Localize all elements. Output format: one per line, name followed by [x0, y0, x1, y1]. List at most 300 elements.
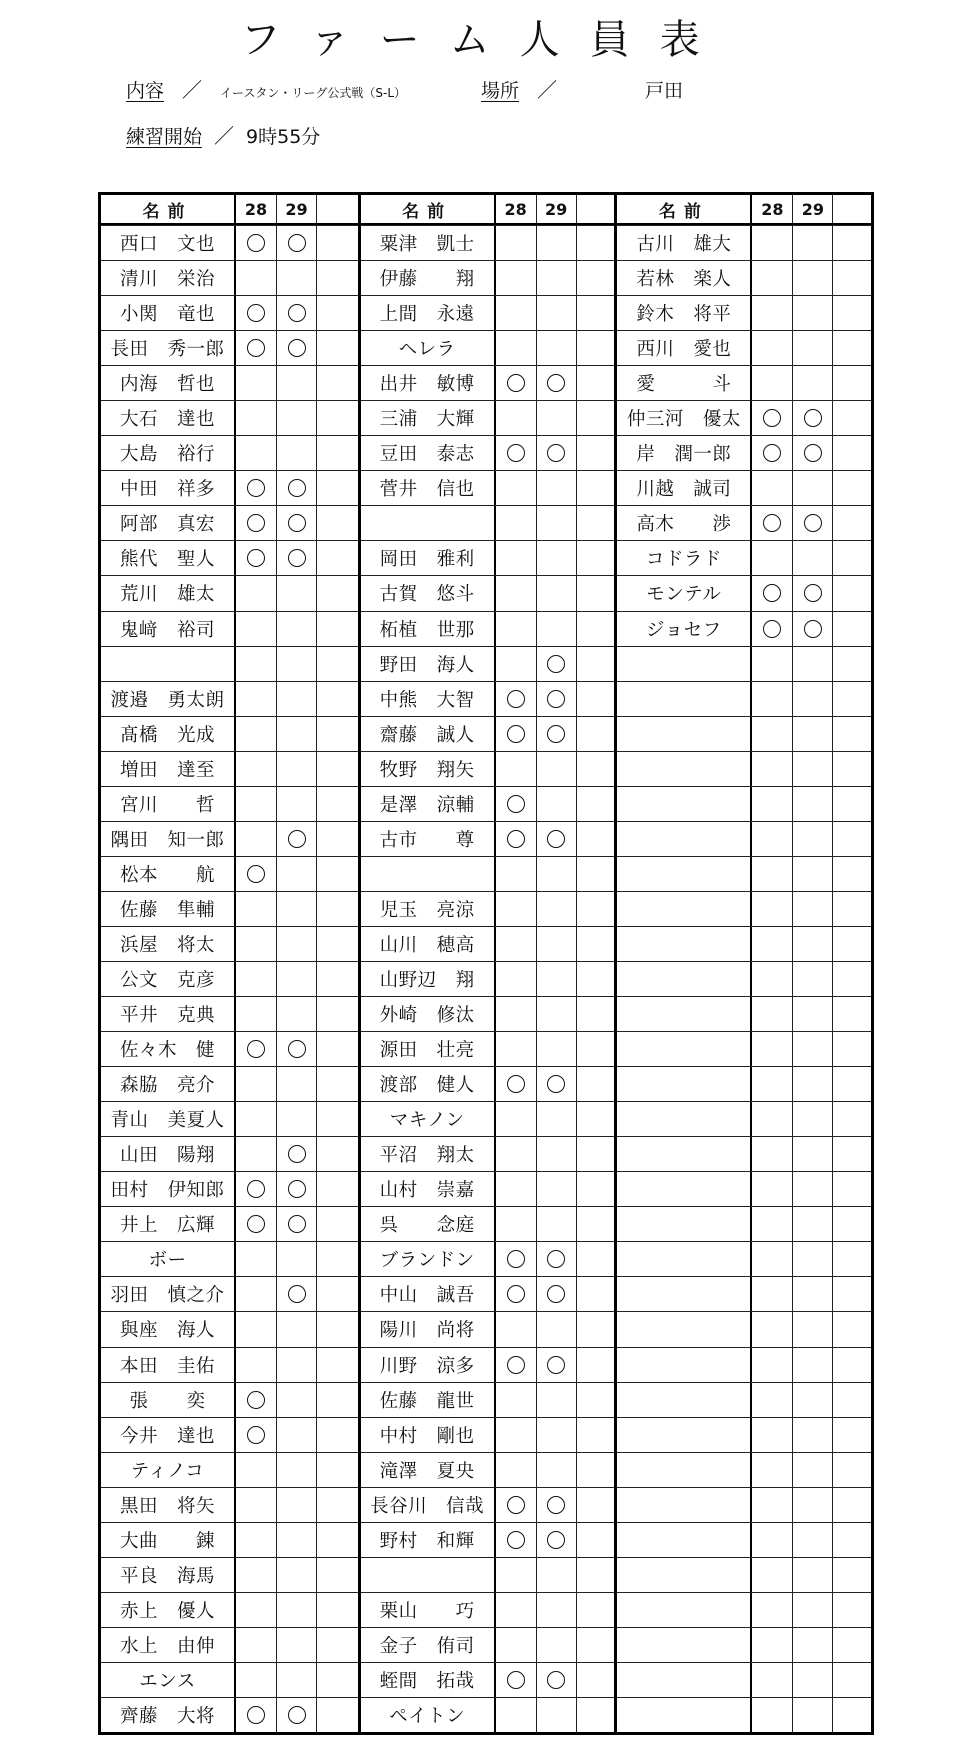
attendance-cell-28	[496, 1628, 536, 1662]
table-row	[361, 751, 615, 786]
attendance-cell-29	[536, 401, 576, 435]
table-row	[101, 786, 358, 821]
table-row	[361, 1522, 615, 1557]
table-row	[361, 681, 615, 716]
attendance-cell-28	[236, 682, 276, 716]
attendance-cell-28	[236, 647, 276, 681]
attendance-cell-28	[752, 401, 792, 435]
blank-cell	[832, 892, 871, 926]
attendance-cell-29	[536, 962, 576, 996]
attendance-cell-29	[792, 1698, 832, 1732]
attendance-cell-29	[536, 1488, 576, 1522]
player-name	[617, 1102, 752, 1136]
attendance-cell-28	[752, 226, 792, 260]
player-name: 熊代 聖人	[101, 541, 236, 575]
attendance-cell-29	[276, 1558, 316, 1592]
table-row	[361, 996, 615, 1031]
attendance-cell-29	[276, 927, 316, 961]
player-name	[361, 1558, 496, 1592]
attendance-circle-mark	[288, 479, 306, 497]
blank-cell	[576, 1628, 615, 1662]
roster-column-1	[101, 195, 358, 1732]
attendance-circle-mark	[507, 374, 525, 392]
player-name: 山川 穂高	[361, 927, 496, 961]
attendance-cell-28	[752, 436, 792, 470]
attendance-cell-28	[496, 1698, 536, 1732]
player-name: ペイトン	[361, 1698, 496, 1732]
attendance-cell-28	[752, 1172, 792, 1206]
attendance-cell-29	[536, 717, 576, 751]
attendance-cell-29	[536, 1172, 576, 1206]
attendance-cell-29	[792, 1418, 832, 1452]
attendance-cell-29	[276, 401, 316, 435]
attendance-cell-29	[792, 1663, 832, 1697]
attendance-cell-29	[792, 401, 832, 435]
blank-cell	[316, 1698, 358, 1732]
attendance-cell-29	[536, 1698, 576, 1732]
blank-cell	[316, 682, 358, 716]
blank-cell	[576, 471, 615, 505]
table-row	[361, 470, 615, 505]
player-name: 呉 念庭	[361, 1207, 496, 1241]
attendance-cell-29	[792, 1137, 832, 1171]
attendance-cell-28	[236, 1418, 276, 1452]
table-row	[101, 225, 358, 260]
player-name	[617, 1277, 752, 1311]
player-name: 粟津 凱士	[361, 226, 496, 260]
attendance-cell-28	[496, 261, 536, 295]
header-row	[101, 195, 358, 225]
attendance-cell-29	[536, 1418, 576, 1452]
player-name	[617, 1207, 752, 1241]
attendance-cell-28	[236, 1488, 276, 1522]
table-row	[361, 1697, 615, 1732]
attendance-cell-28	[236, 1593, 276, 1627]
player-name: 清川 栄治	[101, 261, 236, 295]
blank-cell	[316, 962, 358, 996]
attendance-cell-28	[752, 822, 792, 856]
table-row	[101, 1627, 358, 1662]
blank-cell	[576, 1488, 615, 1522]
attendance-cell-29	[276, 366, 316, 400]
blank-cell	[316, 1488, 358, 1522]
attendance-cell-28	[236, 226, 276, 260]
attendance-cell-29	[536, 1523, 576, 1557]
attendance-cell-28	[752, 1242, 792, 1276]
attendance-cell-29	[276, 1418, 316, 1452]
table-row	[101, 365, 358, 400]
attendance-cell-29	[276, 962, 316, 996]
attendance-cell-29	[276, 1207, 316, 1241]
player-name: ティノコ	[101, 1453, 236, 1487]
attendance-circle-mark	[547, 444, 565, 462]
blank-cell	[576, 1348, 615, 1382]
table-row	[617, 1697, 871, 1732]
player-name	[617, 682, 752, 716]
attendance-cell-29	[276, 717, 316, 751]
attendance-cell-28	[236, 717, 276, 751]
attendance-cell-29	[792, 261, 832, 295]
attendance-cell-28	[752, 261, 792, 295]
table-row	[617, 1136, 871, 1171]
player-name: 中田 祥多	[101, 471, 236, 505]
attendance-circle-mark	[247, 479, 265, 497]
attendance-cell-28	[752, 857, 792, 891]
player-name	[617, 1628, 752, 1662]
attendance-cell-28	[496, 1383, 536, 1417]
attendance-cell-28	[496, 1137, 536, 1171]
attendance-cell-29	[792, 1628, 832, 1662]
attendance-circle-mark	[547, 1285, 565, 1303]
player-name	[101, 647, 236, 681]
attendance-cell-29	[536, 541, 576, 575]
header-row	[617, 195, 871, 225]
player-name: 大石 達也	[101, 401, 236, 435]
attendance-cell-29	[792, 1032, 832, 1066]
separator: ／	[537, 78, 558, 102]
blank-cell	[316, 1137, 358, 1171]
attendance-cell-28	[496, 541, 536, 575]
table-row	[617, 1452, 871, 1487]
attendance-cell-29	[276, 471, 316, 505]
attendance-cell-29	[536, 1348, 576, 1382]
table-row	[101, 926, 358, 961]
attendance-cell-29	[536, 997, 576, 1031]
player-name: 滝澤 夏央	[361, 1453, 496, 1487]
blank-cell	[576, 787, 615, 821]
attendance-circle-mark	[507, 795, 525, 813]
attendance-cell-29	[536, 1453, 576, 1487]
attendance-cell-29	[276, 331, 316, 365]
blank-header	[832, 195, 871, 223]
blank-cell	[316, 576, 358, 610]
blank-header	[316, 195, 358, 223]
attendance-circle-mark	[288, 1040, 306, 1058]
attendance-circle-mark	[507, 1250, 525, 1268]
attendance-cell-29	[276, 1277, 316, 1311]
player-name: 與座 海人	[101, 1312, 236, 1346]
attendance-cell-28	[496, 962, 536, 996]
blank-cell	[316, 857, 358, 891]
table-row	[101, 1522, 358, 1557]
blank-cell	[576, 1663, 615, 1697]
player-name: 鈴木 将平	[617, 296, 752, 330]
attendance-cell-29	[792, 1593, 832, 1627]
attendance-cell-28	[496, 366, 536, 400]
attendance-cell-29	[276, 226, 316, 260]
attendance-cell-29	[792, 1488, 832, 1522]
blank-cell	[832, 1698, 871, 1732]
attendance-cell-28	[752, 962, 792, 996]
table-row	[361, 611, 615, 646]
roster-table	[98, 192, 874, 1735]
player-name	[361, 857, 496, 891]
player-name: 古賀 悠斗	[361, 576, 496, 610]
attendance-cell-28	[752, 1488, 792, 1522]
player-name: 浜屋 将太	[101, 927, 236, 961]
attendance-cell-28	[236, 1453, 276, 1487]
date-header: 28	[244, 199, 268, 219]
player-name: 田村 伊知郎	[101, 1172, 236, 1206]
attendance-circle-mark	[804, 620, 822, 638]
player-name: 松本 航	[101, 857, 236, 891]
table-row	[101, 1171, 358, 1206]
blank-cell	[576, 1698, 615, 1732]
attendance-circle-mark	[804, 584, 822, 602]
attendance-circle-mark	[547, 1496, 565, 1514]
attendance-circle-mark	[507, 1356, 525, 1374]
attendance-circle-mark	[247, 1180, 265, 1198]
meta-start-line	[126, 120, 320, 149]
blank-cell	[576, 682, 615, 716]
player-name: 鬼﨑 裕司	[101, 612, 236, 646]
blank-cell	[832, 366, 871, 400]
attendance-cell-29	[276, 1137, 316, 1171]
attendance-cell-28	[236, 366, 276, 400]
player-name	[617, 1312, 752, 1346]
attendance-circle-mark	[288, 830, 306, 848]
attendance-cell-28	[496, 1488, 536, 1522]
attendance-cell-28	[496, 682, 536, 716]
roster-column-2	[358, 195, 615, 1732]
attendance-cell-29	[792, 296, 832, 330]
content-label: 内容	[126, 80, 165, 102]
attendance-cell-28	[752, 1628, 792, 1662]
attendance-cell-28	[236, 1172, 276, 1206]
player-name: 水上 由伸	[101, 1628, 236, 1662]
blank-cell	[576, 576, 615, 610]
player-name: 仲三河 優太	[617, 401, 752, 435]
attendance-cell-28	[752, 1102, 792, 1136]
attendance-cell-28	[752, 1067, 792, 1101]
attendance-cell-29	[792, 366, 832, 400]
player-name: 羽田 慎之介	[101, 1277, 236, 1311]
attendance-cell-28	[752, 1453, 792, 1487]
player-name	[617, 717, 752, 751]
table-row	[101, 961, 358, 996]
table-row	[101, 1241, 358, 1276]
blank-cell	[576, 366, 615, 400]
table-row	[101, 1557, 358, 1592]
player-name: 野村 和輝	[361, 1523, 496, 1557]
table-row	[617, 786, 871, 821]
table-row	[361, 1311, 615, 1346]
blank-cell	[316, 401, 358, 435]
attendance-cell-28	[236, 1067, 276, 1101]
player-name: 大曲 錬	[101, 1523, 236, 1557]
attendance-cell-29	[536, 612, 576, 646]
attendance-circle-mark	[288, 304, 306, 322]
table-row	[101, 1347, 358, 1382]
player-name	[617, 1418, 752, 1452]
player-name: 上間 永遠	[361, 296, 496, 330]
blank-cell	[832, 471, 871, 505]
attendance-cell-28	[496, 892, 536, 926]
table-row	[101, 611, 358, 646]
attendance-cell-28	[496, 1067, 536, 1101]
table-row	[101, 260, 358, 295]
attendance-cell-28	[236, 1628, 276, 1662]
attendance-circle-mark	[547, 1671, 565, 1689]
table-row	[617, 856, 871, 891]
attendance-cell-28	[752, 471, 792, 505]
table-row	[617, 1662, 871, 1697]
player-name: 齋藤 誠人	[361, 717, 496, 751]
table-row	[617, 1031, 871, 1066]
blank-cell	[832, 1663, 871, 1697]
blank-cell	[316, 892, 358, 926]
player-name: 源田 壮亮	[361, 1032, 496, 1066]
attendance-cell-28	[496, 1558, 536, 1592]
blank-cell	[832, 226, 871, 260]
table-row	[617, 1171, 871, 1206]
attendance-cell-28	[496, 576, 536, 610]
name-header: 名前	[101, 195, 236, 223]
attendance-cell-28	[236, 892, 276, 926]
attendance-cell-28	[496, 1172, 536, 1206]
player-name: 阿部 真宏	[101, 506, 236, 540]
attendance-cell-29	[276, 261, 316, 295]
table-row	[617, 1627, 871, 1662]
attendance-cell-28	[752, 752, 792, 786]
attendance-cell-29	[536, 1032, 576, 1066]
attendance-circle-mark	[547, 1250, 565, 1268]
attendance-circle-mark	[763, 584, 781, 602]
attendance-cell-28	[236, 997, 276, 1031]
blank-cell	[576, 1172, 615, 1206]
player-name: 公文 克彦	[101, 962, 236, 996]
attendance-cell-29	[792, 471, 832, 505]
player-name: 井上 広輝	[101, 1207, 236, 1241]
attendance-circle-mark	[247, 1040, 265, 1058]
blank-cell	[316, 541, 358, 575]
table-row	[617, 1522, 871, 1557]
attendance-cell-29	[536, 682, 576, 716]
blank-cell	[832, 1032, 871, 1066]
blank-cell	[576, 1137, 615, 1171]
attendance-cell-28	[496, 506, 536, 540]
table-row	[361, 365, 615, 400]
attendance-cell-29	[536, 261, 576, 295]
attendance-cell-28	[752, 506, 792, 540]
blank-cell	[832, 1488, 871, 1522]
table-row	[101, 1697, 358, 1732]
attendance-circle-mark	[507, 690, 525, 708]
attendance-cell-28	[496, 717, 536, 751]
player-name: 陽川 尚将	[361, 1312, 496, 1346]
table-row	[617, 611, 871, 646]
blank-cell	[576, 1067, 615, 1101]
blank-cell	[576, 1277, 615, 1311]
attendance-circle-mark	[763, 409, 781, 427]
roster-column-3	[614, 195, 871, 1732]
attendance-cell-29	[536, 787, 576, 821]
table-row	[617, 1592, 871, 1627]
attendance-cell-28	[496, 647, 536, 681]
attendance-circle-mark	[247, 304, 265, 322]
player-name: 黒田 将矢	[101, 1488, 236, 1522]
blank-cell	[576, 1207, 615, 1241]
attendance-circle-mark	[247, 549, 265, 567]
attendance-cell-28	[496, 401, 536, 435]
attendance-cell-28	[752, 331, 792, 365]
attendance-cell-29	[276, 506, 316, 540]
player-name: 蛭間 拓哉	[361, 1663, 496, 1697]
table-row	[101, 996, 358, 1031]
attendance-cell-28	[752, 647, 792, 681]
table-row	[617, 1101, 871, 1136]
attendance-cell-28	[752, 927, 792, 961]
attendance-cell-29	[792, 1172, 832, 1206]
blank-cell	[316, 1032, 358, 1066]
player-name: 山田 陽翔	[101, 1137, 236, 1171]
table-row	[617, 505, 871, 540]
table-row	[361, 1031, 615, 1066]
player-name: 中村 剛也	[361, 1418, 496, 1452]
table-row	[101, 575, 358, 610]
player-name: 岸 潤一郎	[617, 436, 752, 470]
table-row	[617, 996, 871, 1031]
attendance-cell-29	[276, 997, 316, 1031]
table-row	[617, 1311, 871, 1346]
attendance-cell-29	[792, 1102, 832, 1136]
attendance-cell-29	[792, 1242, 832, 1276]
table-row	[361, 926, 615, 961]
attendance-cell-29	[276, 1312, 316, 1346]
attendance-cell-29	[536, 1102, 576, 1136]
attendance-circle-mark	[288, 1180, 306, 1198]
table-row	[617, 1276, 871, 1311]
attendance-cell-29	[792, 331, 832, 365]
table-row	[617, 1557, 871, 1592]
table-row	[361, 1487, 615, 1522]
blank-cell	[316, 1348, 358, 1382]
blank-cell	[832, 1418, 871, 1452]
attendance-circle-mark	[547, 1356, 565, 1374]
player-name: 山村 崇嘉	[361, 1172, 496, 1206]
player-name: 青山 美夏人	[101, 1102, 236, 1136]
table-row	[101, 1417, 358, 1452]
player-name	[617, 1067, 752, 1101]
attendance-cell-28	[236, 1383, 276, 1417]
blank-cell	[576, 331, 615, 365]
place-value: 戸田	[645, 80, 684, 102]
attendance-circle-mark	[507, 725, 525, 743]
attendance-cell-28	[752, 1383, 792, 1417]
attendance-cell-29	[276, 1523, 316, 1557]
player-name: 西川 愛也	[617, 331, 752, 365]
attendance-cell-28	[496, 787, 536, 821]
attendance-cell-28	[752, 1418, 792, 1452]
blank-cell	[576, 962, 615, 996]
player-name: 是澤 涼輔	[361, 787, 496, 821]
table-row	[617, 926, 871, 961]
attendance-cell-29	[536, 331, 576, 365]
attendance-cell-29	[536, 576, 576, 610]
attendance-cell-28	[496, 822, 536, 856]
attendance-circle-mark	[507, 830, 525, 848]
table-row	[361, 856, 615, 891]
blank-cell	[316, 1383, 358, 1417]
player-name: 髙橋 光成	[101, 717, 236, 751]
table-row	[617, 225, 871, 260]
table-row	[361, 646, 615, 681]
attendance-cell-28	[236, 471, 276, 505]
attendance-cell-29	[536, 752, 576, 786]
attendance-cell-29	[536, 1242, 576, 1276]
blank-cell	[832, 576, 871, 610]
table-row	[361, 225, 615, 260]
